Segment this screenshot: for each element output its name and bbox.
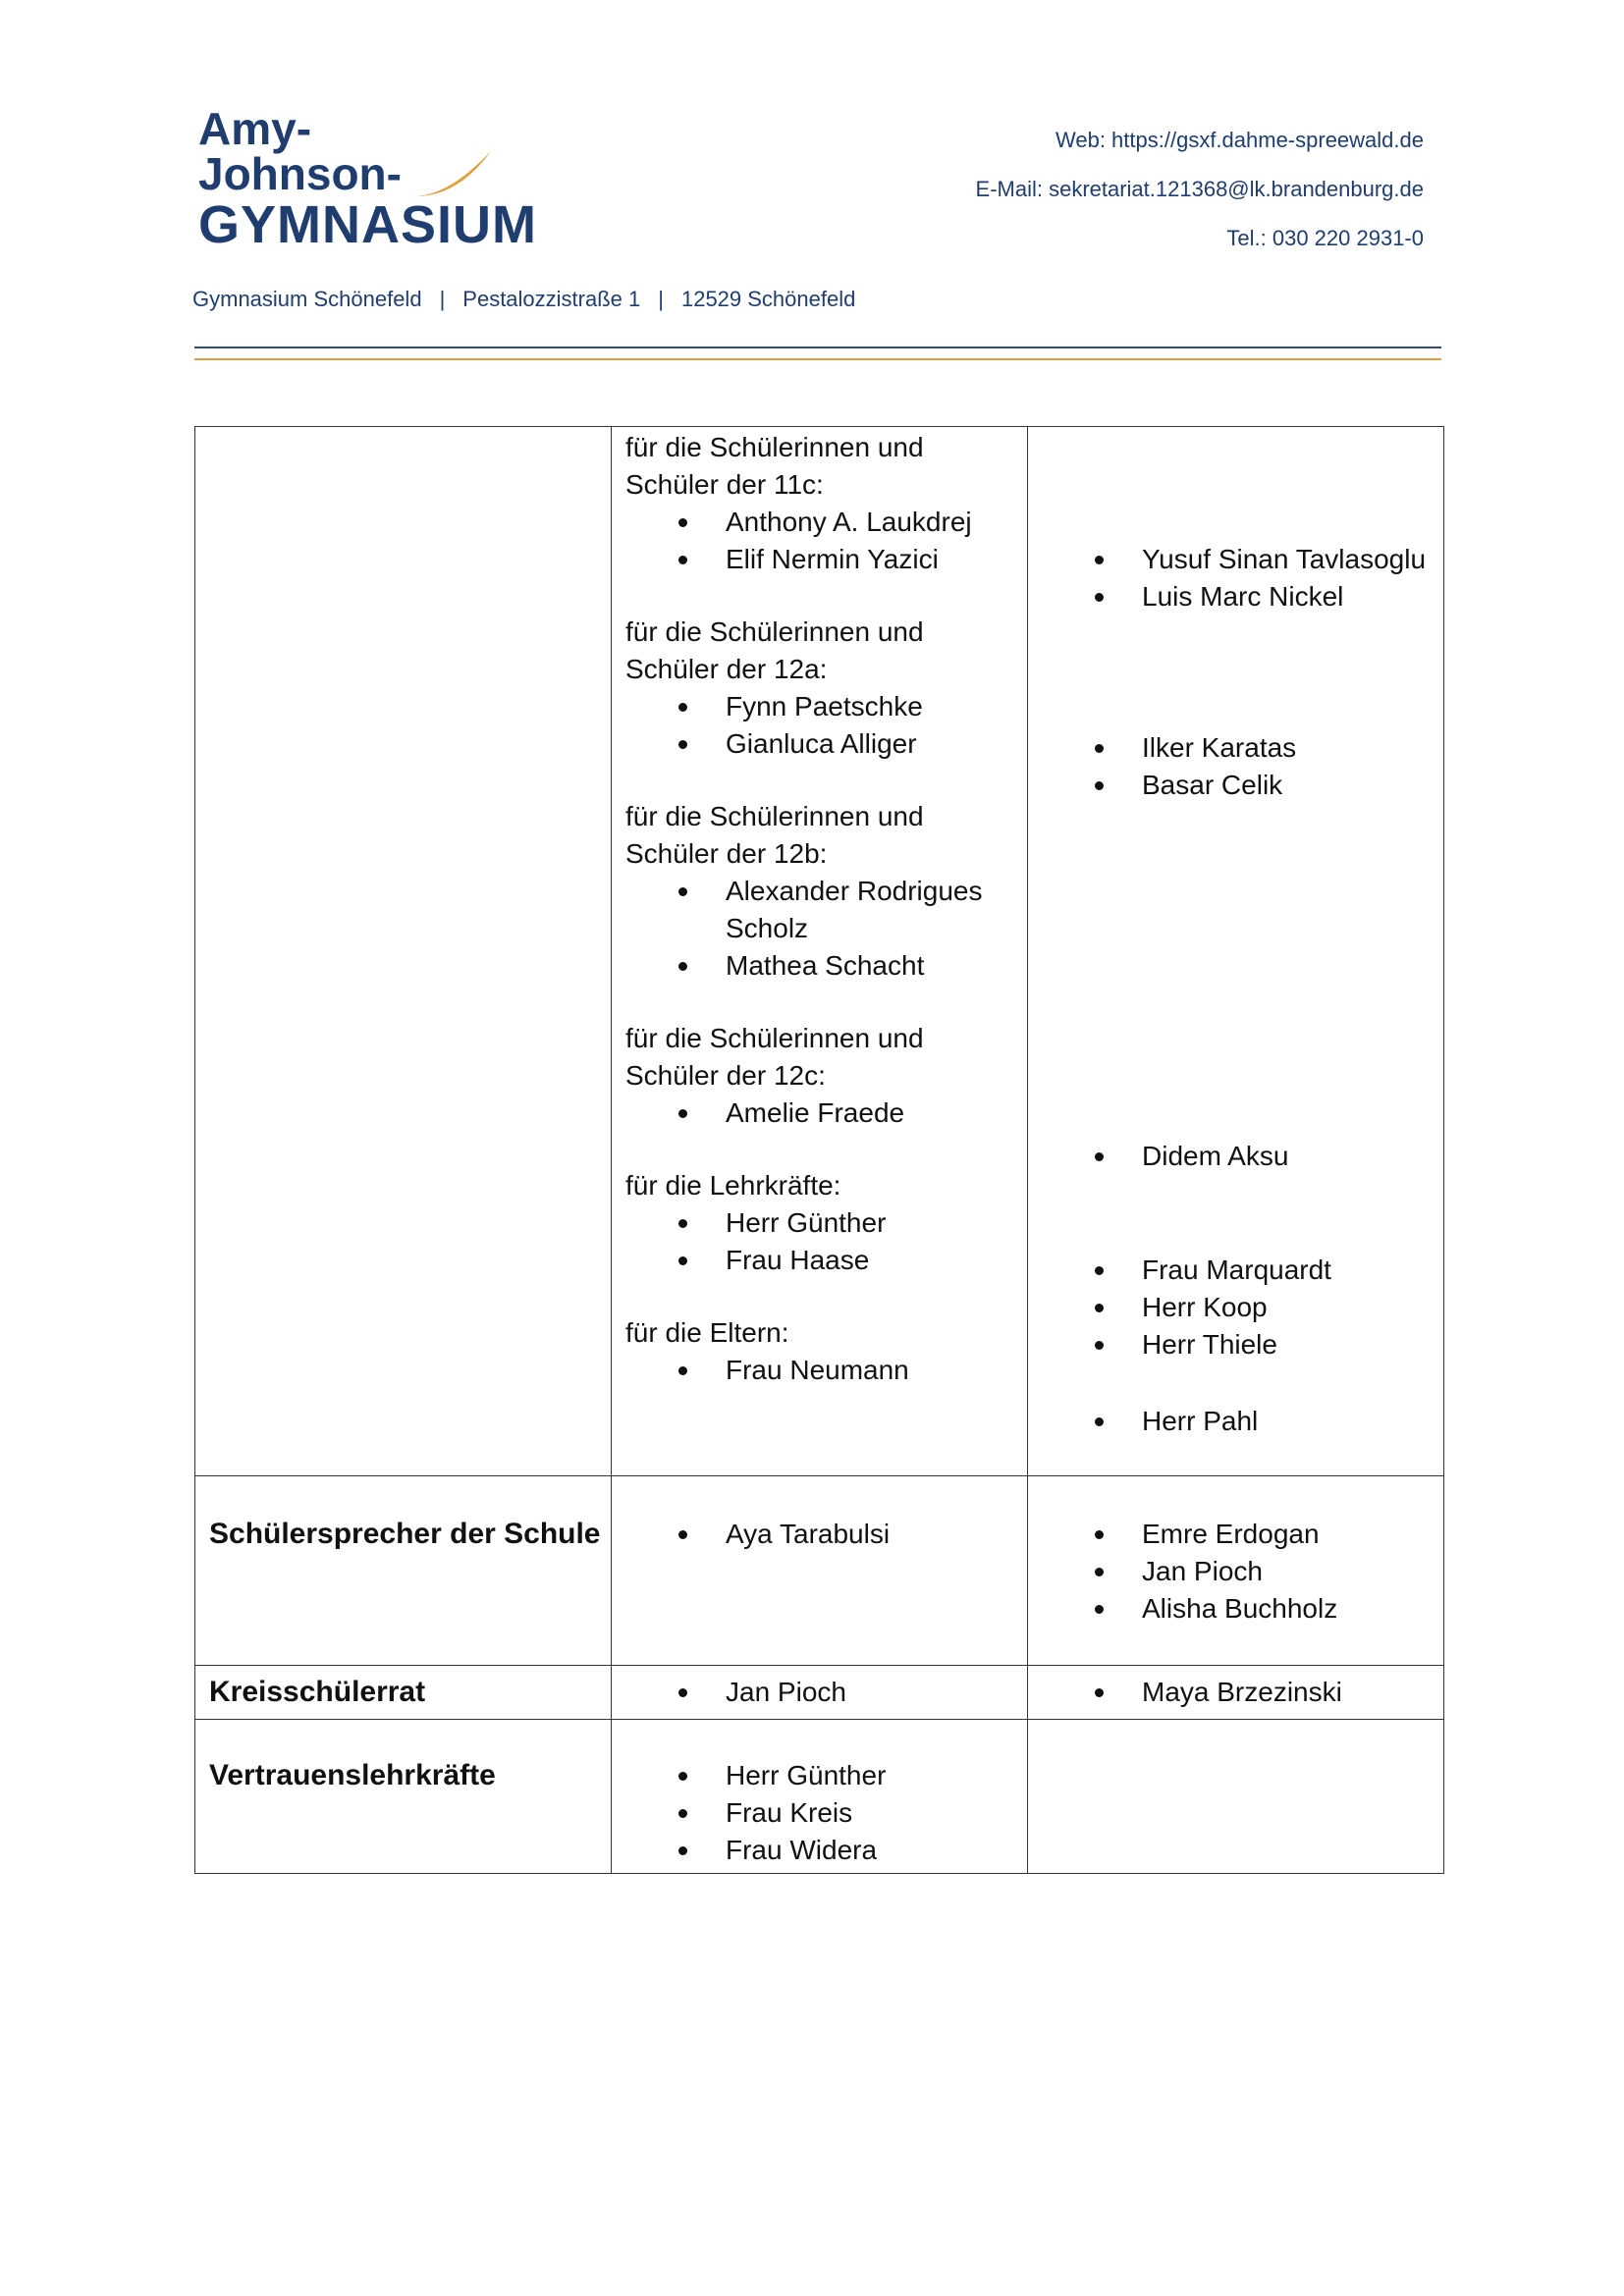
address-separator: | [658,287,664,311]
list-item: Herr Koop [1028,1289,1443,1326]
list-item: Herr Pahl [1028,1403,1443,1440]
group-12a [612,614,1027,763]
group-teachers [612,1167,1027,1279]
list-item: Basar Celik [1028,767,1443,804]
group-label: für die Schülerinnen und Schüler der 12b: [625,801,924,869]
table-cell-head [195,1720,612,1874]
representatives-table [194,426,1444,1874]
table-cell-empty [1028,1720,1444,1874]
table-row [195,1666,1444,1720]
list-item: Herr Günther [612,1204,1027,1242]
email-address: E-Mail: sekretariat.121368@lk.brandenburg.de [975,177,1424,201]
table-cell-empty [195,427,612,1476]
list-item: Didem Aksu [1028,1138,1443,1175]
list-item: Anthony A. Laukdrej [612,504,1027,541]
school-logo [198,102,552,254]
header-rule-blue [194,347,1441,348]
list-item: Frau Haase [612,1242,1027,1279]
group-12c [612,1020,1027,1132]
list-item: Jan Pioch [1028,1553,1443,1590]
list-item: Amelie Fraede [612,1095,1027,1132]
phone-number: Tel.: 030 220 2931-0 [1226,226,1424,250]
logo-line-2: Johnson- [198,148,402,199]
list-item: Frau Kreis [612,1794,1027,1832]
address-school-name: Gymnasium Schönefeld [192,287,422,311]
row-heading: Vertrauenslehrkräfte [209,1759,496,1791]
logo-line-1: Amy- [198,103,312,154]
list-item: Maya Brzezinski [1028,1674,1443,1711]
group-label: für die Eltern: [625,1317,789,1348]
list-item: Luis Marc Nickel [1028,578,1443,615]
list-item: Frau Neumann [612,1352,1027,1389]
table-row [195,1720,1444,1874]
list-item: Fynn Paetschke [612,688,1027,725]
deputies-group [1028,1252,1443,1363]
web-address: Web: https://gsxf.dahme-spreewald.de [1055,128,1424,152]
deputies-group [1028,541,1443,615]
list-item: Elif Nermin Yazici [612,541,1027,578]
group-label: für die Schülerinnen und Schüler der 12a: [625,616,924,684]
group-label: für die Lehrkräfte: [625,1170,841,1201]
table-cell-head [195,1476,612,1666]
deputies-group [1028,729,1443,804]
deputies-group [1028,1403,1443,1440]
list-item: Mathea Schacht [612,947,1027,985]
postal-address [192,287,855,312]
group-12b [612,798,1027,985]
deputies-group [1028,1138,1443,1175]
list-item: Yusuf Sinan Tavlasoglu [1028,541,1443,578]
table-cell-head [195,1666,612,1720]
list-item: Frau Widera [612,1832,1027,1869]
address-street: Pestalozzistraße 1 [462,287,641,311]
list-item: Ilker Karatas [1028,729,1443,767]
group-label: für die Schülerinnen und Schüler der 12c: [625,1023,924,1091]
table-cell-deputies [1028,1666,1444,1720]
table-cell-members [612,1476,1028,1666]
row-heading: Schülersprecher der Schule [209,1518,601,1550]
table-row [195,427,1444,1476]
list-item: Alisha Buchholz [1028,1590,1443,1628]
table-cell-deputies [1028,1476,1444,1666]
list-item: Herr Thiele [1028,1326,1443,1363]
group-label: für die Schülerinnen und Schüler der 11c: [625,432,924,500]
list-item: Alexander Rodrigues Scholz [612,873,1027,947]
logo-line-3: GYMNASIUM [198,195,537,254]
list-item: Gianluca Alliger [612,725,1027,763]
list-item: Herr Günther [612,1757,1027,1794]
group-parents [612,1314,1027,1389]
logo-swoosh-icon [414,145,493,204]
contact-block [976,126,1424,273]
list-item: Jan Pioch [612,1674,1027,1711]
table-row [195,1476,1444,1666]
group-11c [612,429,1027,578]
table-cell-deputies [1028,427,1444,1476]
header-rule-orange [194,358,1441,360]
table-cell-members [612,1720,1028,1874]
list-item: Aya Tarabulsi [612,1516,1027,1553]
address-separator: | [439,287,446,311]
address-city: 12529 Schönefeld [680,287,856,311]
row-heading: Kreisschülerrat [209,1676,426,1708]
list-item: Frau Marquardt [1028,1252,1443,1289]
table-cell-members [612,427,1028,1476]
list-item: Emre Erdogan [1028,1516,1443,1553]
table-cell-members [612,1666,1028,1720]
